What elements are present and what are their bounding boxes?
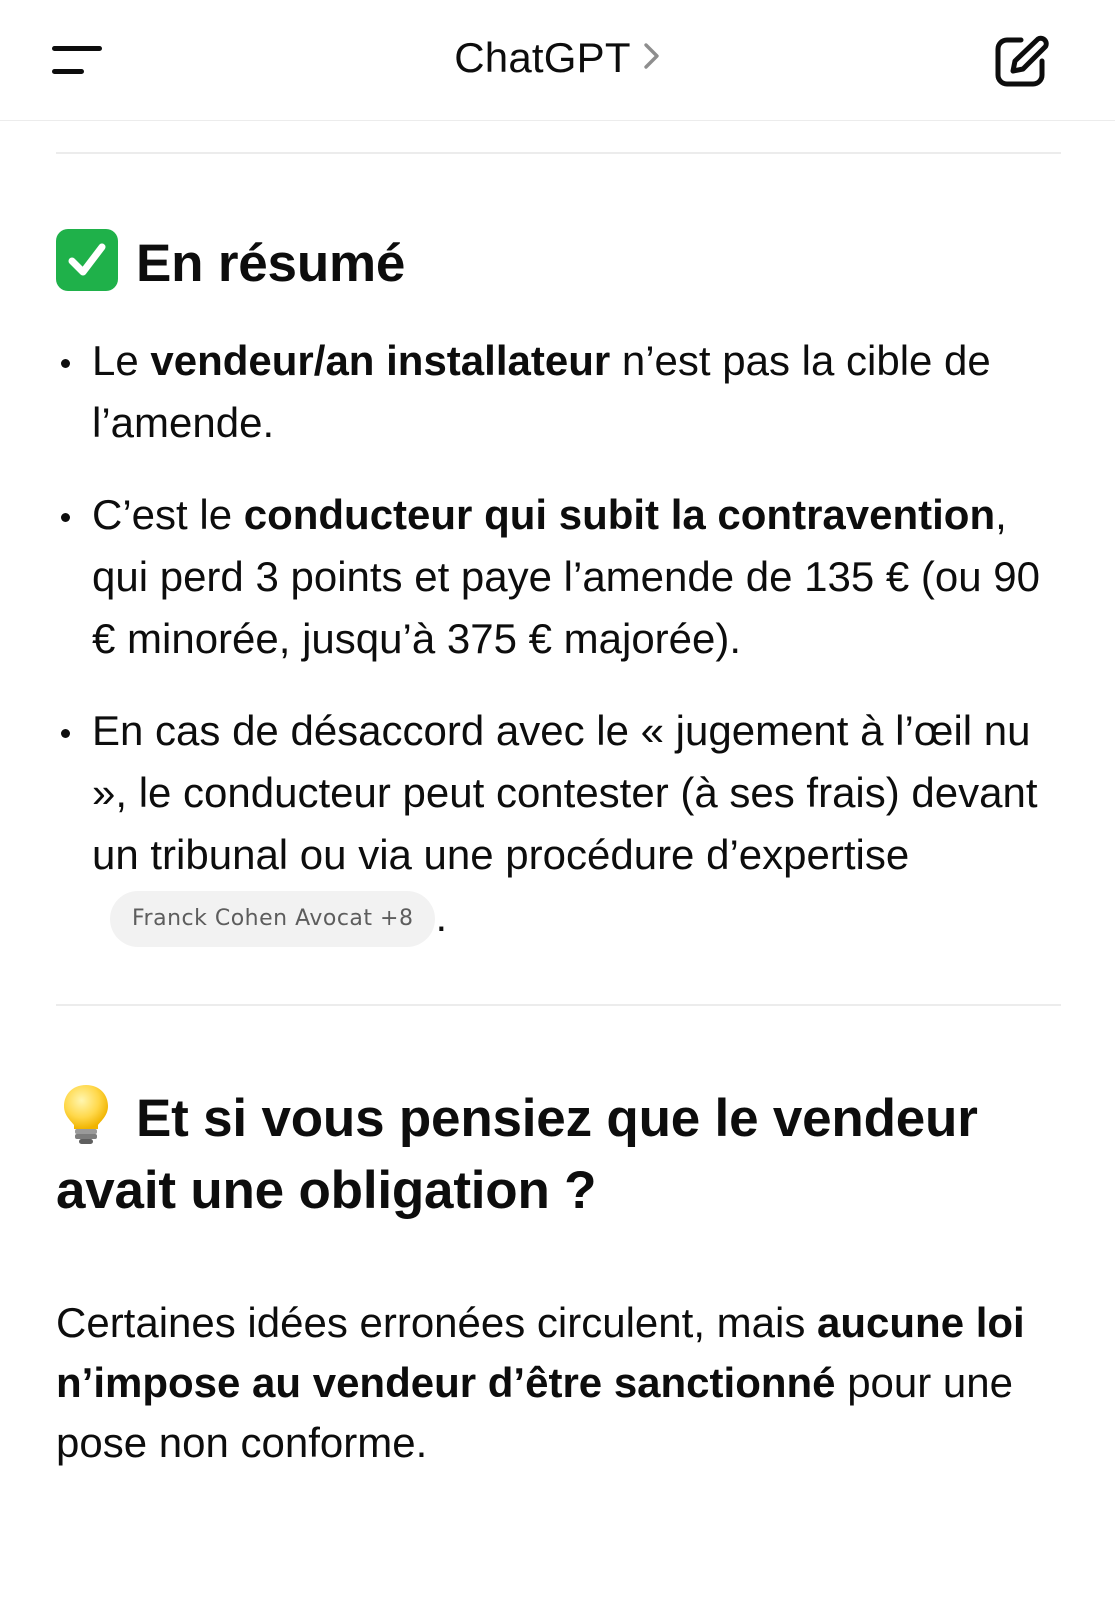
top-bar: [0, 0, 1115, 121]
bullet-text: En cas de désaccord avec le « jugement à l’œil nu », le conducteur peut contester (à ses frais) devant un tribunal ou via une procédure d’expertise: [92, 707, 1038, 878]
bullet-text: , qui perd 3 points et paye l’amende de 135 € (ou 90 € minorée, jusqu’à 375 € majorée).: [92, 491, 1041, 662]
bullet-bold-text: conducteur qui subit la contravention: [243, 491, 996, 538]
new-chat-icon[interactable]: [993, 34, 1049, 90]
summary-heading-text: En résumé: [136, 234, 406, 293]
list-item: [56, 330, 1061, 454]
message-content: [56, 120, 1061, 1473]
list-item: [56, 484, 1061, 670]
light-bulb-icon: [56, 1082, 116, 1146]
model-selector[interactable]: [0, 34, 1115, 82]
summary-list: [56, 330, 1061, 948]
tip-heading-text: Et si vous pensiez que le vendeur avait une obligation ?: [56, 1089, 978, 1220]
check-mark-button-icon: [56, 229, 118, 291]
tip-heading: [56, 1082, 1061, 1227]
tip-paragraph: [56, 1293, 1061, 1473]
list-item: [56, 700, 1061, 948]
bullet-dot: [61, 359, 70, 368]
bullet-text: Le: [92, 337, 151, 384]
divider: [56, 152, 1061, 154]
bullet-dot: [61, 513, 70, 522]
paragraph-text: Certaines idées erronées circulent, mais: [56, 1299, 818, 1346]
summary-heading: [56, 228, 1061, 300]
bullet-text: n’est pas la cible de l’amende.: [92, 337, 991, 446]
chevron-right-icon: [643, 33, 661, 81]
paragraph-bold-text: aucune loi n’impose au vendeur d’être sanctionné: [56, 1299, 1025, 1406]
bullet-dot: [61, 729, 70, 738]
bullet-bold-text: vendeur/an installateur: [150, 337, 611, 384]
bullet-text: .: [435, 893, 448, 940]
bullet-text: C’est le: [92, 491, 244, 538]
divider: [56, 1004, 1061, 1006]
source-citation-pill[interactable]: Franck Cohen Avocat +8: [110, 891, 435, 947]
paragraph-text: pour une pose non conforme.: [56, 1359, 1014, 1466]
app-title: ChatGPT: [454, 34, 631, 81]
